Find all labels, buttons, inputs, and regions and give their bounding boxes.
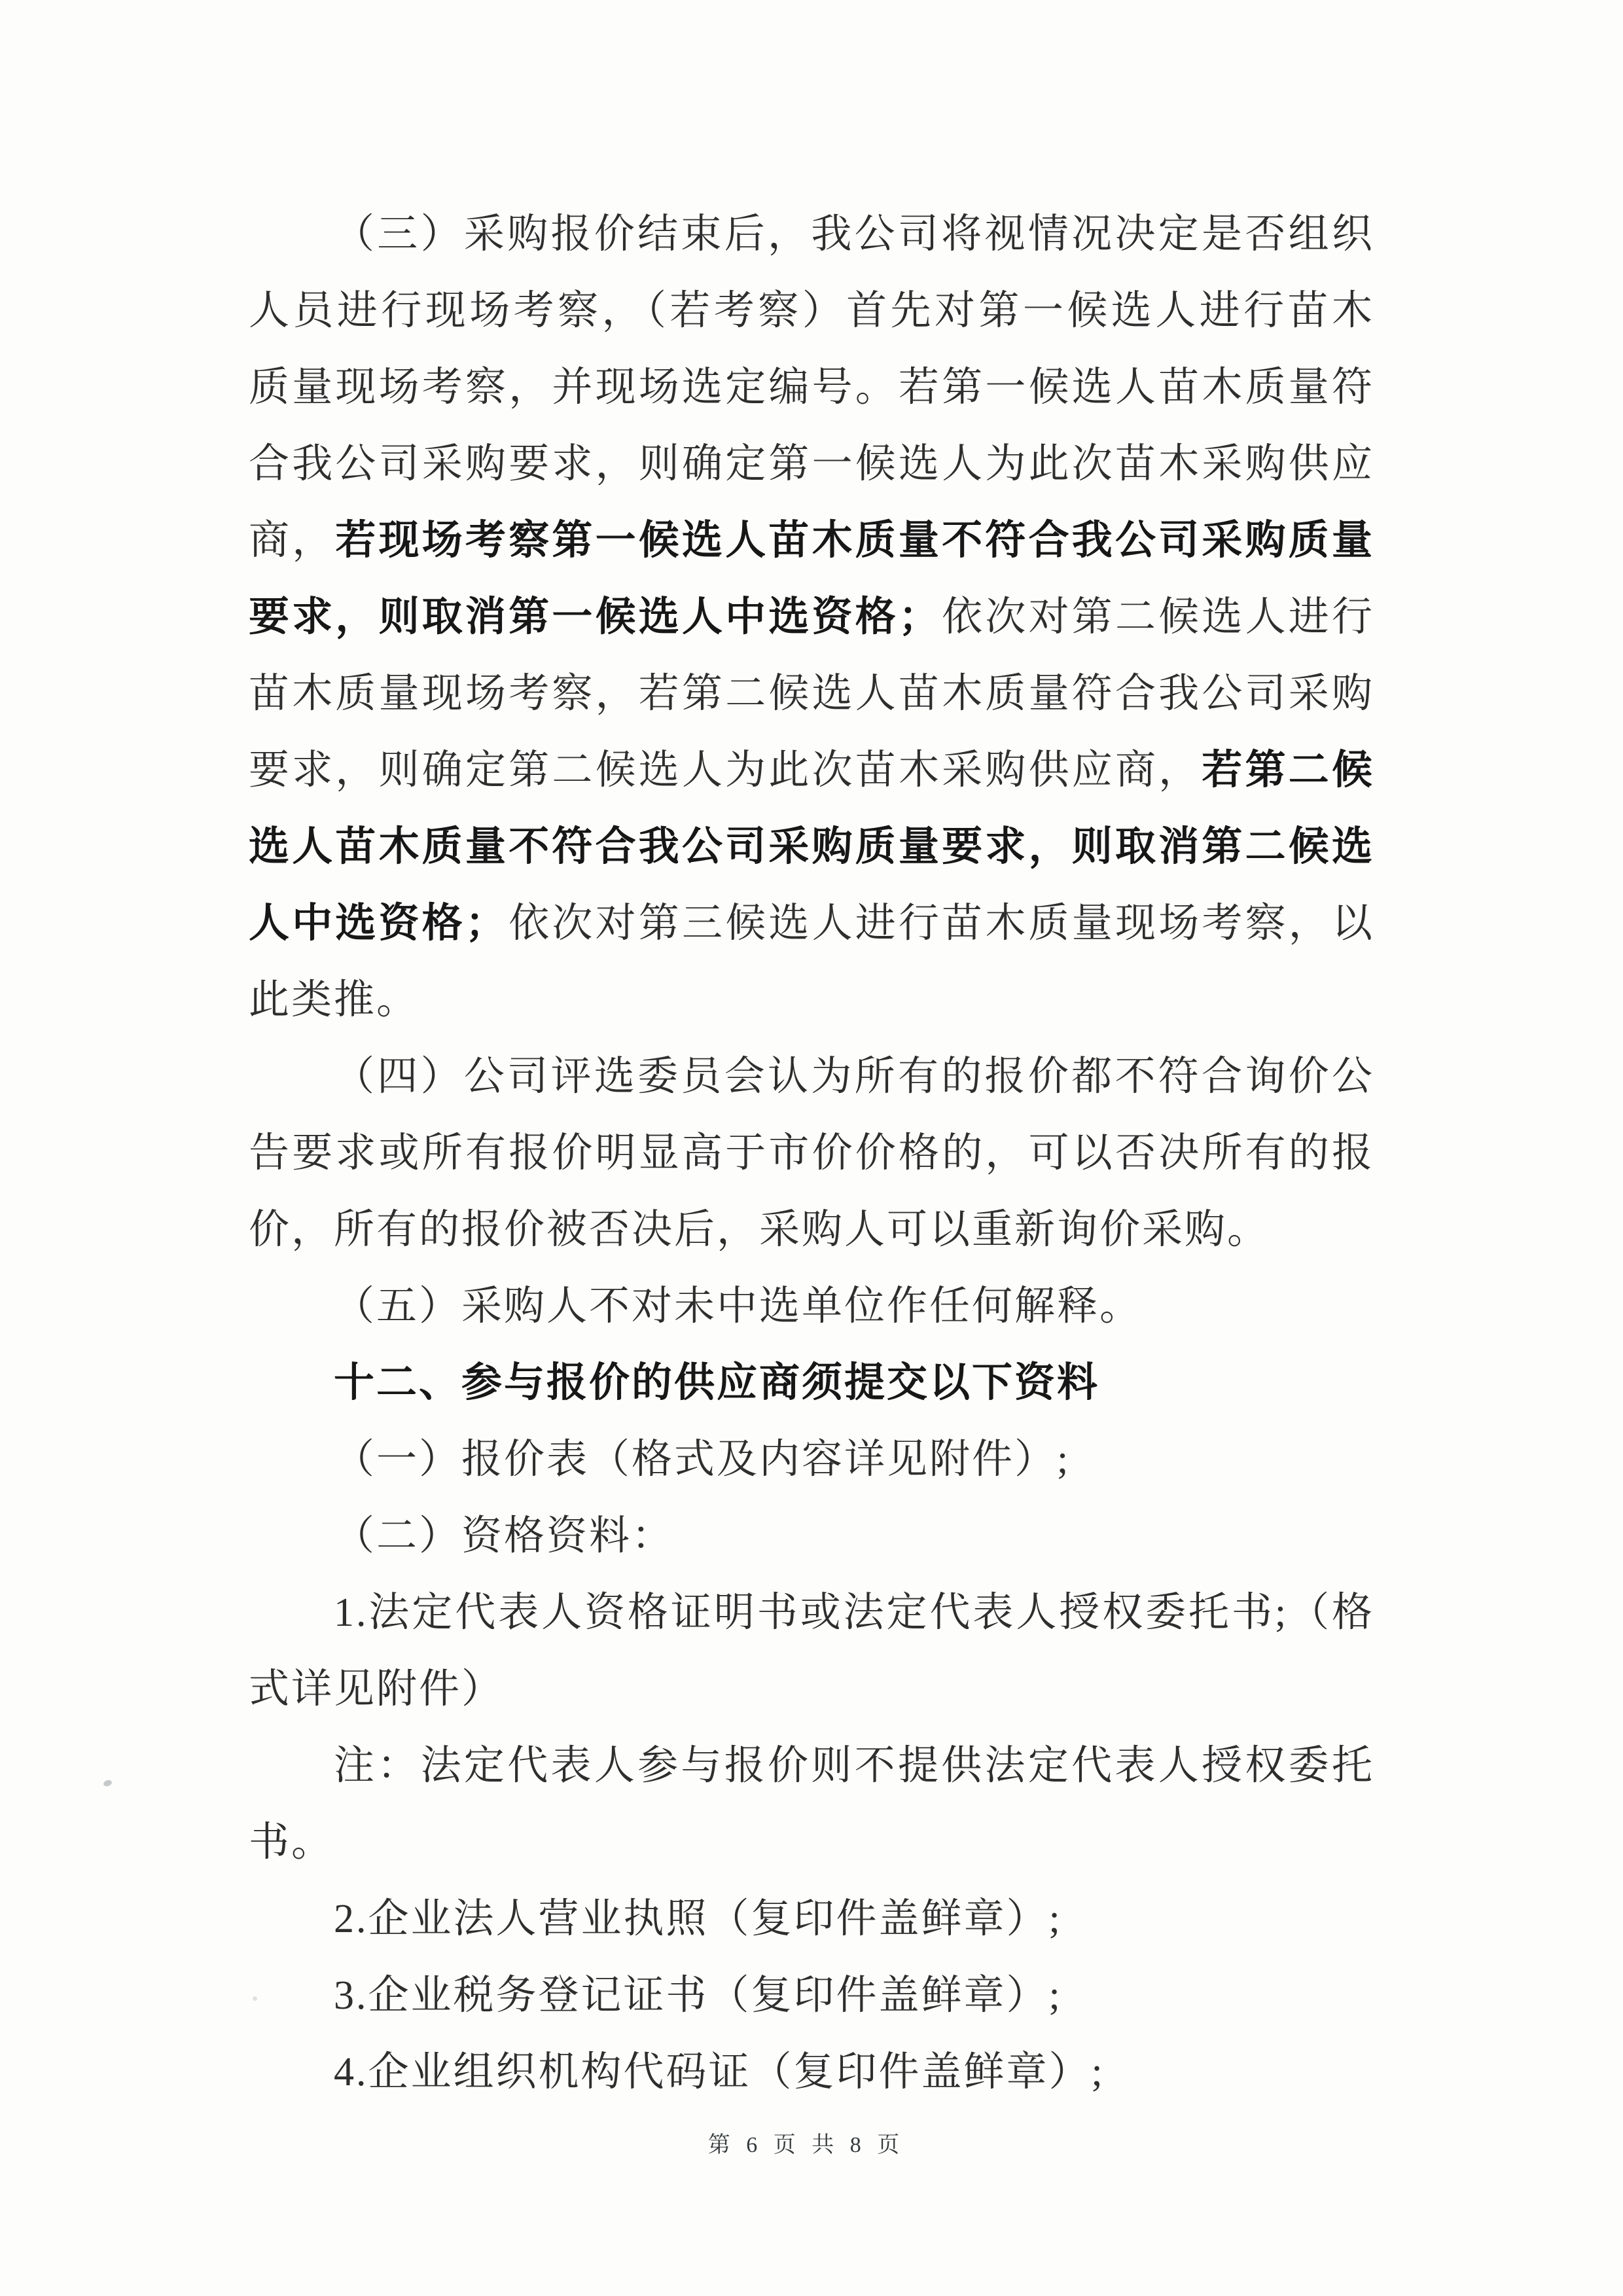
scan-speck xyxy=(253,1996,257,2001)
text-line xyxy=(249,503,1374,579)
paragraph xyxy=(249,196,1374,1039)
text-run: （二）资格资料： xyxy=(334,1514,675,1558)
paragraph xyxy=(249,1422,1374,1498)
paragraph xyxy=(249,1268,1374,1345)
text-run: 式详见附件） xyxy=(249,1667,505,1712)
scan-speck xyxy=(103,1779,113,1787)
text-line xyxy=(249,1039,1374,1115)
text-run: 4.企业组织机构代码证（复印件盖鲜章）; xyxy=(334,2050,1105,2094)
text-line xyxy=(249,1728,1374,1804)
text-line xyxy=(249,196,1374,273)
text-run: 告要求或所有报价明显高于市价价格的，可以否决所有的报 xyxy=(249,1131,1374,1175)
paragraph xyxy=(249,1345,1374,1422)
text-run: （三）采购报价结束后，我公司将视情况决定是否组织 xyxy=(334,212,1374,257)
text-run: 书。 xyxy=(249,1820,334,1865)
text-run: 合我公司采购要求，则确定第一候选人为此次苗木采购供应 xyxy=(249,442,1374,486)
text-line xyxy=(249,273,1374,350)
text-line xyxy=(249,1575,1374,1651)
bold-text-run: 十二、参与报价的供应商须提交以下资料 xyxy=(334,1361,1100,1405)
text-run: 商， xyxy=(249,518,336,563)
document-body xyxy=(249,196,1374,2111)
text-run: 苗木质量现场考察，若第二候选人苗木质量符合我公司采购 xyxy=(249,672,1374,716)
text-line xyxy=(249,1498,1374,1575)
paragraph xyxy=(249,1728,1374,1881)
page-footer: 第 6 页 共 8 页 xyxy=(707,2133,902,2157)
text-line xyxy=(249,1651,1374,1728)
text-run: 人员进行现场考察，（若考察）首先对第一候选人进行苗木 xyxy=(249,289,1374,333)
text-run: 要求，则确定第二候选人为此次苗木采购供应商， xyxy=(249,748,1202,793)
text-line xyxy=(249,1268,1374,1345)
text-run: （四）公司评选委员会认为所有的报价都不符合询价公 xyxy=(334,1054,1374,1099)
text-run: 2.企业法人营业执照（复印件盖鲜章）; xyxy=(334,1897,1062,1941)
bold-text-run: 若第二候 xyxy=(1202,748,1374,793)
paragraph xyxy=(249,1575,1374,1728)
text-line xyxy=(249,1422,1374,1498)
text-run: 价，所有的报价被否决后，采购人可以重新询价采购。 xyxy=(249,1208,1270,1252)
text-run: （五）采购人不对未中选单位作任何解释。 xyxy=(334,1284,1143,1329)
text-line xyxy=(249,1192,1374,1268)
paragraph xyxy=(249,1958,1374,2034)
text-run: 此类推。 xyxy=(249,978,419,1022)
paragraph xyxy=(249,1498,1374,1575)
text-line xyxy=(249,350,1374,426)
text-line xyxy=(249,886,1374,962)
text-line xyxy=(249,962,1374,1039)
text-line xyxy=(249,426,1374,503)
text-line xyxy=(249,1345,1374,1422)
text-line xyxy=(249,809,1374,886)
bold-text-run: 若现场考察第一候选人苗木质量不符合我公司采购质量 xyxy=(335,518,1374,563)
text-line xyxy=(249,732,1374,809)
paragraph xyxy=(249,1039,1374,1268)
text-line xyxy=(249,1804,1374,1881)
text-line xyxy=(249,656,1374,732)
text-line xyxy=(249,1958,1374,2034)
text-line xyxy=(249,579,1374,656)
text-run: 依次对第二候选人进行 xyxy=(940,595,1374,639)
text-line xyxy=(249,2034,1374,2111)
text-line xyxy=(249,1115,1374,1192)
paragraph xyxy=(249,1881,1374,1958)
text-run: 1.法定代表人资格证明书或法定代表人授权委托书;（格 xyxy=(334,1590,1374,1635)
bold-text-run: 人中选资格； xyxy=(249,901,508,946)
text-run: （一）报价表（格式及内容详见附件）; xyxy=(334,1437,1071,1482)
text-run: 依次对第三候选人进行苗木质量现场考察，以 xyxy=(508,901,1374,946)
text-run: 质量现场考察，并现场选定编号。若第一候选人苗木质量符 xyxy=(249,365,1374,410)
paragraph xyxy=(249,2034,1374,2111)
text-run: 3.企业税务登记证书（复印件盖鲜章）; xyxy=(334,1973,1062,2018)
text-run: 注：法定代表人参与报价则不提供法定代表人授权委托 xyxy=(334,1744,1374,1788)
bold-text-run: 要求，则取消第一候选人中选资格； xyxy=(249,595,941,639)
bold-text-run: 选人苗木质量不符合我公司采购质量要求，则取消第二候选 xyxy=(249,825,1374,869)
text-line xyxy=(249,1881,1374,1958)
